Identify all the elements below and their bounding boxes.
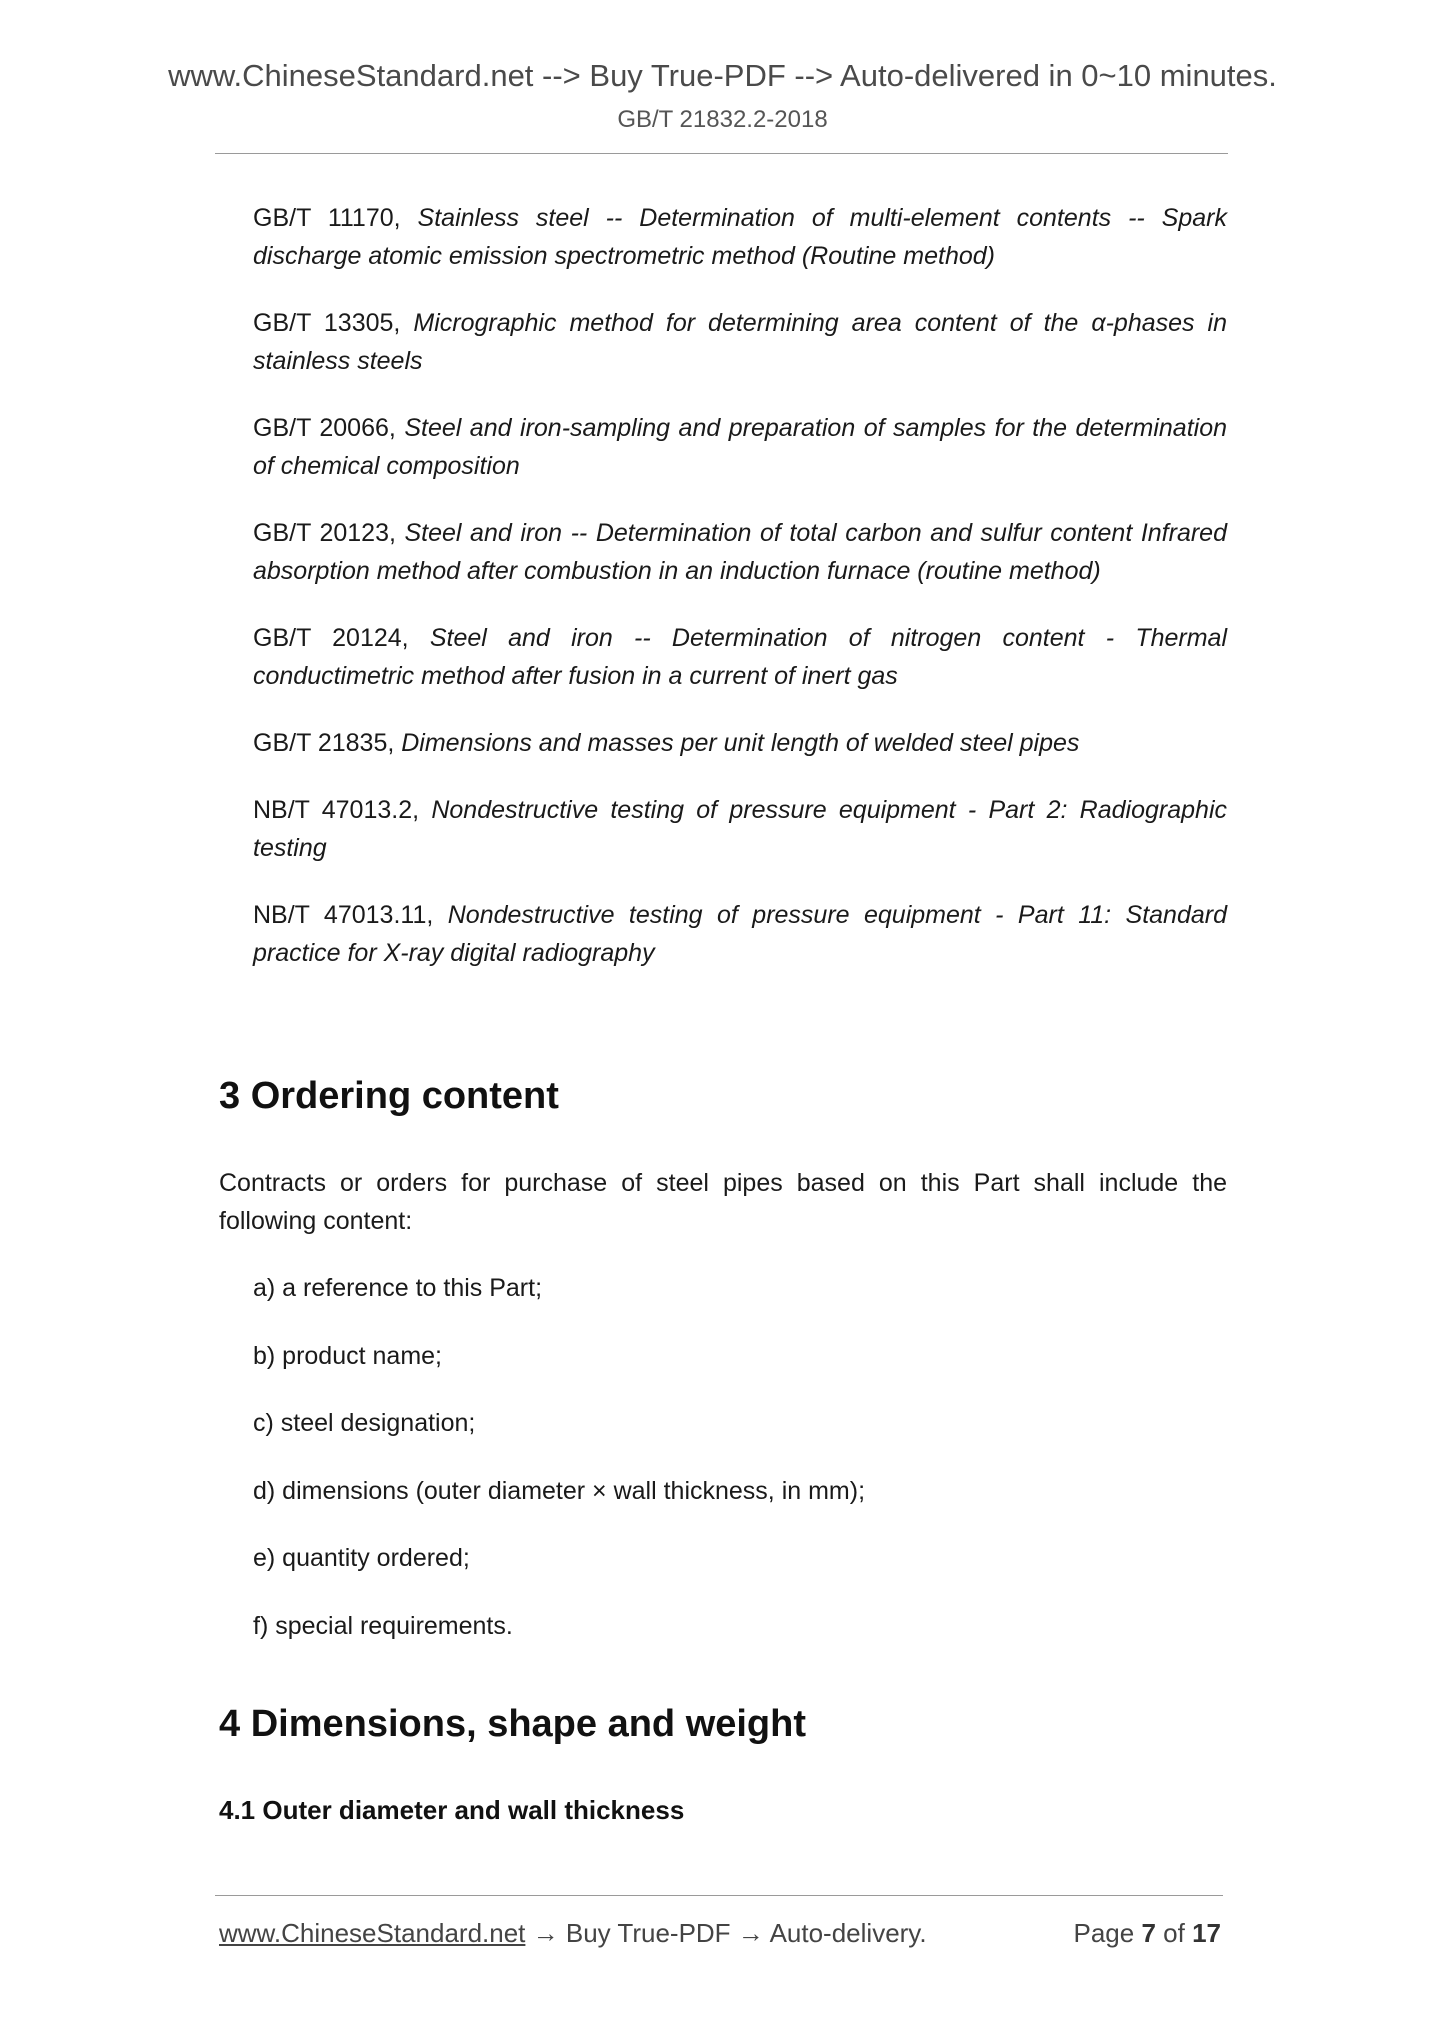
- reference-item: [253, 409, 1227, 485]
- header-banner: www.ChineseStandard.net --> Buy True-PDF --> Auto-delivered in 0~10 minutes.: [168, 58, 1277, 93]
- normative-references-list: [253, 199, 1227, 1001]
- section-3-heading: 3 Ordering content: [219, 1075, 559, 1117]
- footer-tagline: → Buy True-PDF → Auto-delivery.: [525, 1918, 927, 1948]
- footer-divider: [215, 1895, 1223, 1896]
- reference-code: GB/T 21835,: [253, 729, 395, 757]
- reference-code: GB/T 20123,: [253, 519, 396, 547]
- header-divider: [215, 153, 1228, 154]
- total-pages: 17: [1192, 1918, 1221, 1948]
- current-page: 7: [1141, 1918, 1156, 1948]
- of-word: of: [1163, 1918, 1185, 1948]
- reference-title: Micrographic method for determining area content of the α-phases in stainless steels: [253, 309, 1228, 375]
- reference-item: [253, 896, 1227, 972]
- reference-item: [253, 724, 1227, 762]
- reference-item: [253, 791, 1227, 867]
- reference-title: Dimensions and masses per unit length of welded steel pipes: [401, 729, 1080, 757]
- subsection-4-1-heading: 4.1 Outer diameter and wall thickness: [219, 1795, 685, 1825]
- list-item: f) special requirements.: [253, 1611, 513, 1640]
- list-item: d) dimensions (outer diameter × wall thickness, in mm);: [253, 1476, 866, 1505]
- reference-item: [253, 619, 1227, 695]
- ordering-content-list: [253, 1269, 865, 1674]
- reference-code: GB/T 20066,: [253, 414, 396, 442]
- list-item: e) quantity ordered;: [253, 1544, 470, 1572]
- reference-title: Steel and iron -- Determination of total carbon and sulfur content Infrared absorption method after combustion in an induction furnace (routine method): [253, 519, 1227, 585]
- list-item: a) a reference to this Part;: [253, 1274, 543, 1302]
- document-code: GB/T 21832.2-2018: [617, 106, 828, 133]
- page-number: [1073, 1918, 1221, 1949]
- footer-website-link[interactable]: www.ChineseStandard.net: [219, 1918, 526, 1948]
- reference-title: Steel and iron -- Determination of nitrogen content - Thermal conductimetric method after fusion in a current of inert gas: [253, 624, 1228, 690]
- reference-code: NB/T 47013.11,: [253, 901, 434, 929]
- reference-item: [253, 514, 1227, 590]
- reference-item: [253, 304, 1227, 380]
- reference-title: Stainless steel -- Determination of multi-element contents -- Spark discharge atomic emission spectrometric method (Routine method): [253, 204, 1227, 270]
- reference-code: NB/T 47013.2,: [253, 796, 420, 824]
- reference-title: Nondestructive testing of pressure equipment - Part 11: Standard practice for X-ray digital radiography: [253, 901, 1227, 967]
- list-item: c) steel designation;: [253, 1409, 476, 1437]
- reference-code: GB/T 11170,: [253, 204, 401, 232]
- list-item: b) product name;: [253, 1341, 442, 1370]
- section-3-intro: Contracts or orders for purchase of steel pipes based on this Part shall include the following content:: [219, 1169, 1227, 1235]
- reference-code: GB/T 13305,: [253, 309, 401, 337]
- reference-title: Steel and iron-sampling and preparation of samples for the determination of chemical composition: [253, 414, 1228, 480]
- page-word: Page: [1073, 1918, 1135, 1948]
- page-footer: [219, 1918, 1223, 1949]
- reference-title: Nondestructive testing of pressure equipment - Part 2: Radiographic testing: [253, 796, 1227, 862]
- reference-item: [253, 199, 1227, 275]
- reference-code: GB/T 20124,: [253, 624, 409, 652]
- section-4-heading: 4 Dimensions, shape and weight: [219, 1703, 807, 1745]
